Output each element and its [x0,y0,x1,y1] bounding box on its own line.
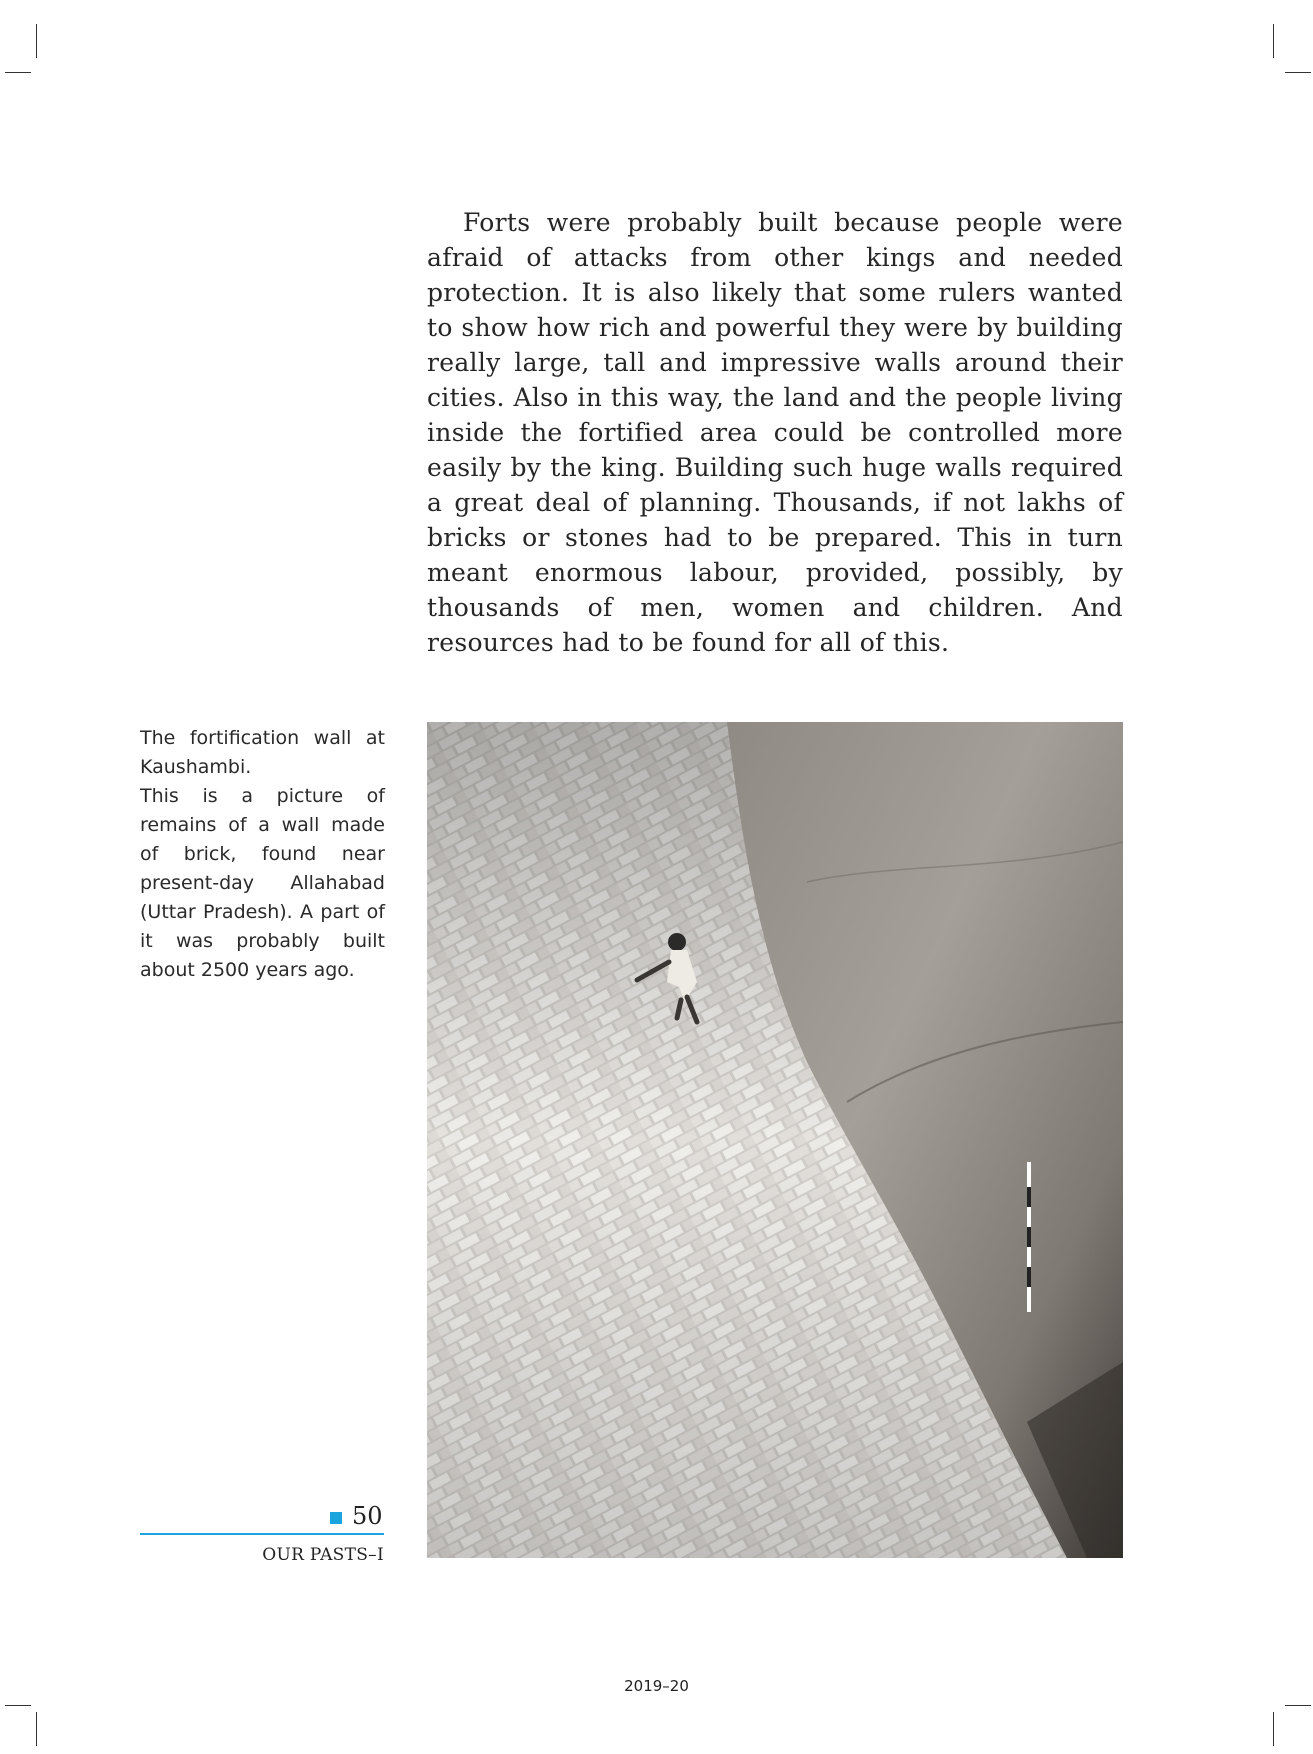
page-marker-square [330,1512,342,1524]
main-paragraph: Forts were probably built because people were afraid of attacks from other kings and needed protection. It is also likely that some rulers wanted to show how rich and powerful they were by building really large, tall and impressive walls around their cities. Also in this way, the land and the people living inside the fortified area could be controlled more easily by the king. Building such huge walls required a great deal of planning. Thousands, if not lakhs of bricks or stones had to be prepared. This in turn meant enormous labour, provided, possibly, by thousands of men, women and children. And resources had to be found for all of this. [427,208,1123,657]
crop-mark [1273,24,1274,58]
crop-mark [36,1712,37,1746]
footer-rule [140,1533,384,1535]
crop-mark [1273,1712,1274,1746]
crop-mark [5,1705,31,1706]
caption-body: This is a picture of remains of a wall made of brick, found near present-day Allahabad (Uttar Pradesh). A part of it was probably built about 2500 years ago. [140,785,385,981]
fortification-wall-photo [427,722,1123,1558]
crop-mark [1285,72,1311,73]
crop-mark [1285,1705,1311,1706]
edition-year: 2019–20 [624,1677,689,1695]
crop-mark [36,24,37,58]
book-title: OUR PASTS–I [262,1545,384,1565]
caption-title: The fortification wall at Kaushambi. [140,727,385,778]
crop-mark [5,72,31,73]
figure-caption [140,724,385,985]
page-number: 50 [352,1502,383,1530]
